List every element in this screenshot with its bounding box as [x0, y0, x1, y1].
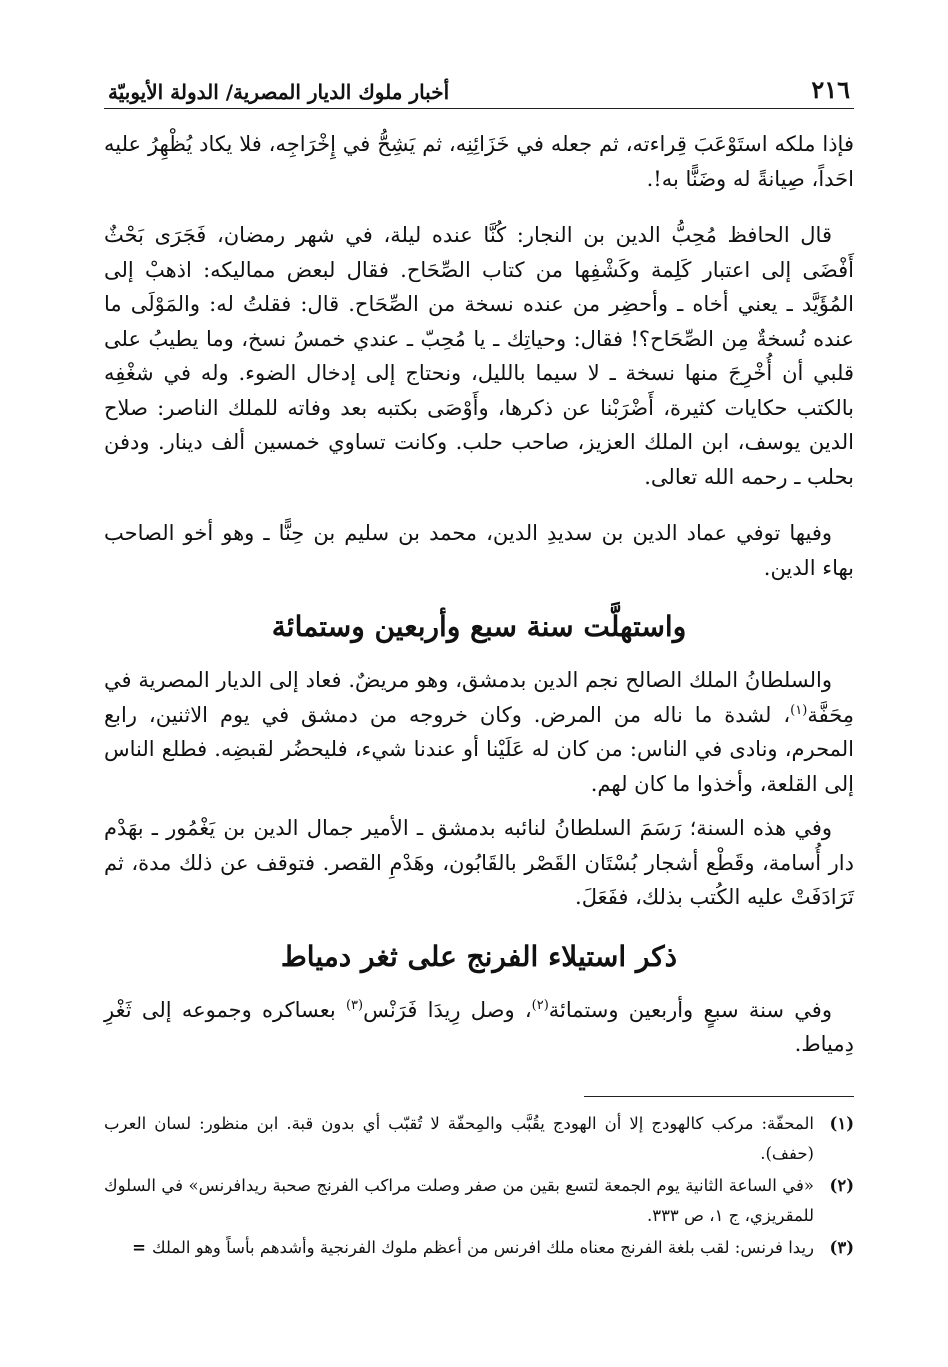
- paragraph-4: [104, 663, 854, 801]
- footnote-number: (١): [829, 1113, 854, 1133]
- paragraph-5: وفي هذه السنة؛ رَسَمَ السلطانُ لنائبه بدمشق ـ الأمير جمال الدين بن يَغْمُور ـ بهَدْم دار أُسامة، وقَطْع أشجار بُسْتَان القَصْر بالقَابُون، وهَدْمِ القصر. فتوقف عن ذلك مدة، ثم تَرَادَفَتْ عليه الكُتب بذلك، ففَعَلَ.: [104, 816, 854, 909]
- footnote-number: (٣): [829, 1237, 854, 1257]
- continuation-mark: =: [132, 1237, 146, 1257]
- section-heading-1: واستهلَّت سنة سبع وأربعين وستمائة: [271, 610, 687, 643]
- paragraph-3: وفيها توفي عماد الدين بن سديدِ الدين، محمد بن سليم بن حِنًّا ـ وهو أخو الصاحب بهاء الدين.: [104, 521, 854, 580]
- footnote-ref-3: (٣): [345, 997, 364, 1013]
- footnote-1: [104, 1109, 854, 1169]
- paragraph-2: قال الحافظ مُحِبُّ الدين بن النجار: كُنَّا عنده ليلة، في شهر رمضان، فَجَرَى بَحْثٌ أَفْضَى إلى اعتبار كَلِمة وكَشْفِها من كتاب الصِّحَاح. فقال لبعض مماليكه: اذهبْ إلى المُؤَيَّد ـ يعني أخاه ـ وأحضِر من عنده نسخة من الصِّحَاح. قال: فقلتُ له: والمَوْلَى ما عنده نُسخةٌ مِن الصِّحَاح؟! فقال: وحياتِك ـ يا مُحِبّ ـ عندي خمسُ نسخ، وما يطيبُ على قلبي أن أُخْرِجَ منها نسخة ـ لا سيما بالليل، ونحتاج إلى إدخال الضوء. وله في شغْفِه بالكتب حكايات كثيرة، أَضْرَبْنا عن ذكرها، وأَوْصَى بكتبه بعد وفاته للملك الناصر: صلاح الدين يوسف، ابن الملك العزيز، صاحب حلب. وكانت تساوي خمسين ألف دينار. ودفن بحلب ـ رحمه الله تعالى.: [104, 223, 854, 489]
- paragraph-6-text-c: بعساكره وجموعه إلى ثَغْرِ دِمياط.: [104, 997, 854, 1056]
- paragraph-4-text-b: ، لشدة ما ناله من المرض. وكان خروجه من دمشق في يوم الاثنين، رابع المحرم، ونادى في الناس: من كان له عَلَيْنا أو عندنا شيء، فليحضُر لقبضِه. فطلع الناس إلى القلعة، وأخذوا ما كان لهم.: [104, 702, 854, 796]
- paragraph-4-text-a: والسلطانُ الملك الصالح نجم الدين بدمشق، وهو مريضٌ. فعاد إلى الديار المصرية في مِحَفَّة: [104, 668, 854, 727]
- footnote-text: «في الساعة الثانية يوم الجمعة لتسع بقين من صفر وصلت مراكب الفرنج صحبة ريدافرنس» في السلوك للمقريزي، ج ١، ص ٣٣٣.: [104, 1175, 814, 1225]
- running-title: أخبار ملوك الديار المصرية/ الدولة الأيوبيّة: [108, 80, 450, 104]
- footnote-text: [104, 1233, 814, 1263]
- footnote-ref-2: (٢): [531, 997, 549, 1013]
- paragraph-1: فإذا ملكه استَوْعَبَ قِراءته، ثم جعله في خَزَائِنِه، ثم يَشِحُّ في إِخْرَاجِه، فلا يكاد يُظْهِرُ عليه احَداً، صِيانةً له وضَنًّا به!.: [104, 132, 854, 191]
- paragraph-6: [104, 993, 854, 1062]
- footnote-2: [104, 1171, 854, 1231]
- paragraph-6-text-a: وفي سنة سبعٍ وأربعين وستمائة: [548, 997, 832, 1022]
- footnote-3: [104, 1233, 854, 1263]
- page-header: [104, 62, 854, 109]
- footnote-text: المحفّة: مركب كالهودج إلا أن الهودج يقُبَّب والمِحفّة لا تُقبّب أي بدون قبة. ابن منظور: لسان العرب (حفف).: [104, 1113, 814, 1163]
- page-number: ٢١٦: [811, 75, 850, 104]
- paragraph-6-text-b: ، وصل رِيدَا فَرَنْس: [363, 997, 532, 1022]
- footnote-ref-1: (١): [790, 702, 808, 718]
- footnotes: [104, 1109, 854, 1263]
- footnote-number: (٢): [829, 1175, 854, 1195]
- footnote-divider: [584, 1096, 854, 1097]
- footnote-text-body: ريدا فرنس: لقب بلغة الفرنج معناه ملك افرنس من أعظم ملوك الفرنجية وأشدهم بأساً وهو الملك: [151, 1237, 814, 1257]
- section-heading-2: ذكر استيلاء الفرنج على ثغر دمياط: [280, 939, 678, 973]
- book-page: [104, 62, 854, 1265]
